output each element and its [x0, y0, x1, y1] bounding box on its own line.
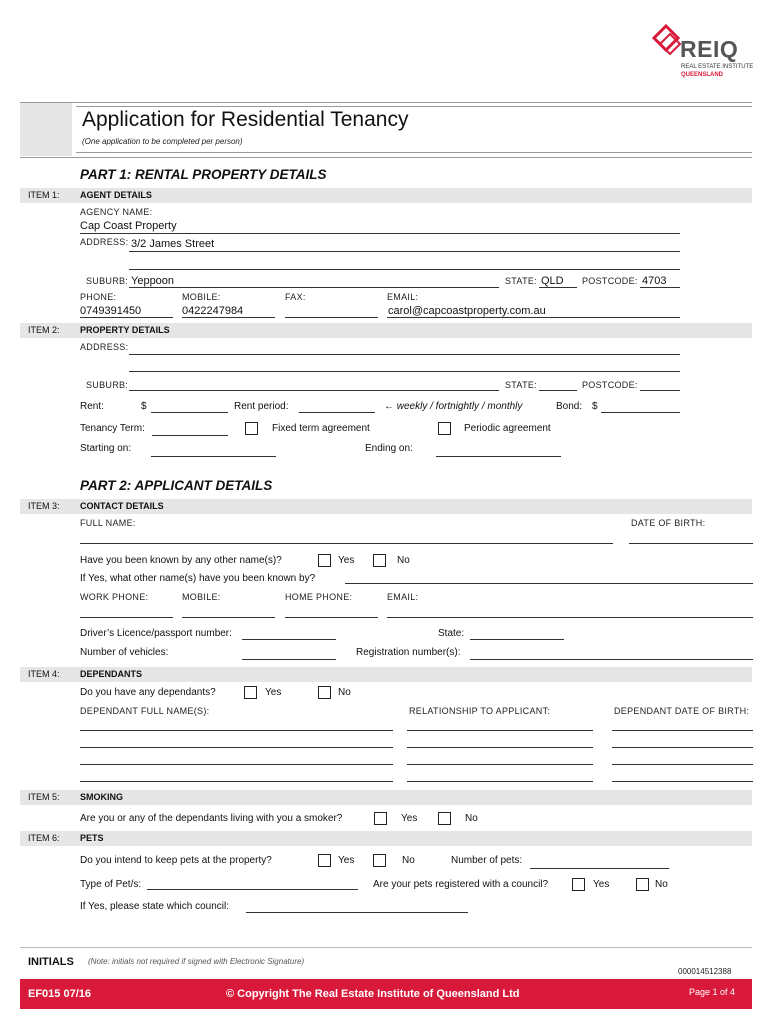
fixed-term-checkbox[interactable] [245, 422, 258, 435]
item5-bar [20, 790, 752, 805]
initials-note: (Note: initials not required if signed with Electronic Signature) [88, 957, 305, 966]
postcode-value[interactable]: 4703 [642, 275, 667, 287]
work-phone-line[interactable] [80, 617, 173, 618]
licence-line[interactable] [242, 639, 336, 640]
starting-on-label: Starting on: [80, 443, 132, 454]
item2-heading: PROPERTY DETAILS [80, 325, 170, 335]
mobile-line [182, 317, 275, 318]
known-no-label: No [397, 555, 410, 566]
council-label: If Yes, please state which council: [80, 901, 229, 912]
item5-number: ITEM 5: [28, 792, 60, 802]
registered-no-checkbox[interactable] [636, 878, 649, 891]
tenancy-term-label: Tenancy Term: [80, 423, 145, 434]
dependant-rel-line-2[interactable] [407, 747, 593, 748]
pets-yes-checkbox[interactable] [318, 854, 331, 867]
header-top-rule [20, 102, 752, 103]
licence-label: Driver’s Licence/passport number: [80, 628, 232, 639]
dependant-rel-line-1[interactable] [407, 730, 593, 731]
dob-label: DATE OF BIRTH: [631, 518, 706, 528]
item2-number: ITEM 2: [28, 325, 60, 335]
header-top-rule-2 [76, 106, 752, 107]
pets-number-label: Number of pets: [451, 855, 523, 866]
rent-period-line[interactable] [299, 412, 375, 413]
item6-bar [20, 831, 752, 846]
logo-name: REIQ [680, 36, 739, 62]
pets-number-line[interactable] [530, 868, 669, 869]
starting-on-line[interactable] [151, 456, 276, 457]
item4-number: ITEM 4: [28, 669, 60, 679]
agency-line [80, 233, 680, 234]
applicant-email-line[interactable] [387, 617, 753, 618]
known-yes-checkbox[interactable] [318, 554, 331, 567]
address-value[interactable]: 3/2 James Street [131, 238, 215, 250]
pet-type-label: Type of Pet/s: [80, 879, 142, 890]
smoker-no-checkbox[interactable] [438, 812, 451, 825]
agency-value[interactable]: Cap Coast Property [80, 220, 177, 232]
property-postcode-line[interactable] [640, 390, 680, 391]
registration-label: Registration number(s): [356, 647, 461, 658]
phone-label: PHONE: [80, 292, 117, 302]
smoker-no-label: No [465, 813, 478, 824]
vehicles-line[interactable] [242, 659, 336, 660]
item3-bar [20, 499, 752, 514]
dependant-dob-line-2[interactable] [612, 747, 753, 748]
licence-state-line[interactable] [470, 639, 564, 640]
ending-on-line[interactable] [436, 456, 561, 457]
applicant-email-label: EMAIL: [387, 592, 419, 602]
item1-number: ITEM 1: [28, 190, 60, 200]
dependant-rel-line-4[interactable] [407, 781, 593, 782]
bond-line[interactable] [601, 412, 680, 413]
periodic-label: Periodic agreement [464, 423, 551, 434]
rent-label: Rent: [80, 401, 104, 412]
item1-bar [20, 188, 752, 203]
page-subtitle: (One application to be completed per person) [82, 137, 243, 146]
footer-bar [20, 979, 752, 1009]
dependants-yes-label: Yes [265, 687, 282, 698]
dependant-name-line-1[interactable] [80, 730, 393, 731]
suburb-line [129, 287, 499, 288]
property-postcode-label: POSTCODE: [582, 380, 638, 390]
dependant-name-col: DEPENDANT FULL NAME(S): [80, 706, 210, 716]
bond-label: Bond: [556, 401, 583, 412]
dependant-dob-line-4[interactable] [612, 781, 753, 782]
pets-no-checkbox[interactable] [373, 854, 386, 867]
item2-bar [20, 323, 752, 338]
address-line-1 [129, 251, 680, 252]
item5-heading: SMOKING [80, 792, 124, 802]
part1-title: PART 1: RENTAL PROPERTY DETAILS [80, 167, 327, 182]
applicant-mobile-line[interactable] [182, 617, 275, 618]
bond-dollar: $ [592, 401, 598, 412]
email-label: EMAIL: [387, 292, 419, 302]
registered-yes-checkbox[interactable] [572, 878, 585, 891]
suburb-value[interactable]: Yeppoon [131, 275, 175, 287]
copyright: © Copyright The Real Estate Institute of Queensland Ltd [226, 988, 520, 1000]
postcode-label: POSTCODE: [582, 276, 638, 286]
pets-registered-question: Are your pets registered with a council? [373, 879, 549, 890]
item4-heading: DEPENDANTS [80, 669, 143, 679]
registration-line[interactable] [470, 659, 753, 660]
smoker-question: Are you or any of the dependants living with you a smoker? [80, 813, 343, 824]
page-title: Application for Residential Tenancy [82, 108, 409, 131]
rent-period-label: Rent period: [234, 401, 289, 412]
state-value[interactable]: QLD [541, 275, 564, 287]
full-name-line[interactable] [80, 543, 613, 544]
dependant-name-line-4[interactable] [80, 781, 393, 782]
item4-bar [20, 667, 752, 682]
header-grey-block [20, 102, 72, 156]
pet-type-line[interactable] [147, 889, 358, 890]
item6-number: ITEM 6: [28, 833, 60, 843]
fixed-term-label: Fixed term agreement [272, 423, 370, 434]
reiq-logo [652, 24, 752, 84]
applicant-mobile-label: MOBILE: [182, 592, 221, 602]
document-number: 000014512388 [678, 967, 732, 976]
fax-label: FAX: [285, 292, 306, 302]
known-no-checkbox[interactable] [373, 554, 386, 567]
council-line[interactable] [246, 912, 468, 913]
property-state-label: STATE: [505, 380, 537, 390]
property-address-line-2[interactable] [129, 371, 680, 372]
dependants-no-checkbox[interactable] [318, 686, 331, 699]
work-phone-label: WORK PHONE: [80, 592, 149, 602]
item3-heading: CONTACT DETAILS [80, 501, 164, 511]
agency-label: AGENCY NAME: [80, 207, 153, 217]
dependants-no-label: No [338, 687, 351, 698]
address-label: ADDRESS: [80, 237, 129, 247]
rent-line[interactable] [151, 412, 228, 413]
dependant-dob-line-3[interactable] [612, 764, 753, 765]
address-line-2 [129, 269, 680, 270]
pets-question: Do you intend to keep pets at the property? [80, 855, 272, 866]
postcode-line [640, 287, 680, 288]
rent-dollar: $ [141, 401, 147, 412]
other-names-line[interactable] [345, 583, 753, 584]
home-phone-line[interactable] [285, 617, 378, 618]
item3-number: ITEM 3: [28, 501, 60, 511]
state-line [539, 287, 577, 288]
licence-state-label: State: [438, 628, 465, 639]
initials-label: INITIALS [28, 956, 74, 968]
fax-line [285, 317, 378, 318]
header-bottom-rule [76, 152, 752, 153]
dependant-name-line-3[interactable] [80, 764, 393, 765]
header-bottom-rule-2 [20, 157, 752, 158]
email-value[interactable]: carol@capcoastproperty.com.au [388, 305, 546, 317]
phone-line [80, 317, 173, 318]
property-suburb-label: SUBURB: [86, 380, 129, 390]
property-address-label: ADDRESS: [80, 342, 129, 352]
part2-title: PART 2: APPLICANT DETAILS [80, 478, 273, 493]
property-suburb-line[interactable] [129, 390, 499, 391]
pets-yes-label: Yes [338, 855, 355, 866]
item6-heading: PETS [80, 833, 104, 843]
pets-no-label: No [402, 855, 415, 866]
vehicles-label: Number of vehicles: [80, 647, 169, 658]
registered-yes-label: Yes [593, 879, 610, 890]
known-yes-label: Yes [338, 555, 355, 566]
form-code: EF015 07/16 [28, 988, 91, 1000]
item1-heading: AGENT DETAILS [80, 190, 152, 200]
registered-no-label: No [655, 879, 668, 890]
page-number: Page 1 of 4 [689, 987, 736, 997]
rent-period-hint: ← weekly / fortnightly / monthly [384, 401, 523, 412]
dependant-name-line-2[interactable] [80, 747, 393, 748]
home-phone-label: HOME PHONE: [285, 592, 353, 602]
tenancy-term-line[interactable] [152, 435, 228, 436]
logo-sub2: QUEENSLAND [681, 72, 724, 78]
dependant-dob-line-1[interactable] [612, 730, 753, 731]
ending-on-label: Ending on: [365, 443, 413, 454]
full-name-label: FULL NAME: [80, 518, 136, 528]
property-state-line[interactable] [539, 390, 577, 391]
dependant-rel-line-3[interactable] [407, 764, 593, 765]
mobile-label: MOBILE: [182, 292, 221, 302]
dependant-relationship-col: RELATIONSHIP TO APPLICANT: [409, 706, 551, 716]
email-line [387, 317, 680, 318]
known-followup: If Yes, what other name(s) have you been known by? [80, 573, 316, 584]
periodic-checkbox[interactable] [438, 422, 451, 435]
mobile-value[interactable]: 0422247984 [182, 305, 244, 317]
dependants-yes-checkbox[interactable] [244, 686, 257, 699]
phone-value[interactable]: 0749391450 [80, 305, 142, 317]
smoker-yes-checkbox[interactable] [374, 812, 387, 825]
state-label: STATE: [505, 276, 537, 286]
suburb-label: SUBURB: [86, 276, 129, 286]
dependants-question: Do you have any dependants? [80, 687, 216, 698]
known-question: Have you been known by any other name(s)? [80, 555, 282, 566]
smoker-yes-label: Yes [401, 813, 418, 824]
dependant-dob-col: DEPENDANT DATE OF BIRTH: [614, 706, 750, 716]
property-address-line-1[interactable] [129, 354, 680, 355]
dob-line[interactable] [629, 543, 753, 544]
logo-sub1: REAL ESTATE INSTITUTE [681, 64, 754, 70]
